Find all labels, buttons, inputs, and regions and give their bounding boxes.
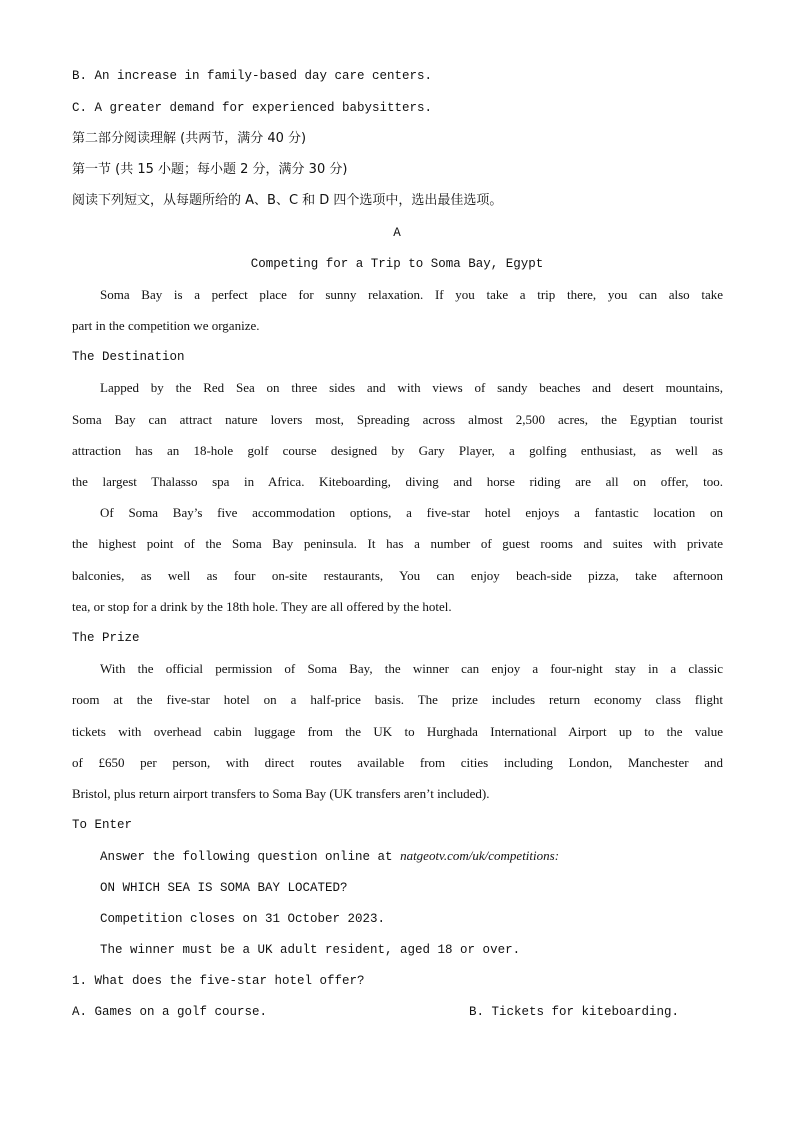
intro-line: part in the competition we organize.: [72, 318, 260, 333]
answer-instruction: [100, 846, 723, 866]
section-header: 第一节 (共 15 小题；每小题 2 分，满分 30 分): [72, 162, 348, 177]
prize-heading: The Prize: [72, 631, 140, 645]
question-options: [72, 1002, 752, 1022]
enter-heading: To Enter: [72, 818, 133, 832]
competition-question: ON WHICH SEA IS SOMA BAY LOCATED?: [100, 881, 348, 895]
prev-option-b: B. An increase in family-based day care centers.: [72, 69, 433, 83]
paragraph-line: balconies, as well as four on-site restaurants, You can enjoy beach-side pizza, take afternoon: [72, 568, 723, 583]
answer-prefix: Answer the following question online at: [100, 850, 401, 864]
eligibility: The winner must be a UK adult resident, aged 18 or over.: [100, 943, 521, 957]
part-header: 第二部分阅读理解 (共两节，满分 40 分): [72, 131, 307, 146]
option-a[interactable]: A. Games on a golf course.: [72, 1005, 268, 1019]
passage-title: Competing for a Trip to Soma Bay, Egypt: [250, 257, 544, 271]
paragraph-line: Soma Bay can attract nature lovers most, Spreading across almost 2,500 acres, the Egyptian tourist: [72, 412, 723, 427]
paragraph-line: Lapped by the Red Sea on three sides and with views of sandy beaches and desert mountains,: [100, 380, 723, 395]
prev-option-c: C. A greater demand for experienced babysitters.: [72, 101, 433, 115]
competition-url[interactable]: natgeotv.com/uk/competitions:: [400, 848, 560, 863]
paragraph-line: With the official permission of Soma Bay, the winner can enjoy a four-night stay in a classic: [100, 661, 723, 676]
instruction: 阅读下列短文，从每题所给的 A、B、C 和 D 四个选项中，选出最佳选项。: [72, 193, 503, 208]
paragraph-line: room at the five-star hotel on a half-price basis. The prize includes return economy class flight: [72, 692, 723, 707]
question-stem: 1. What does the five-star hotel offer?: [72, 974, 365, 988]
option-b[interactable]: B. Tickets for kiteboarding.: [469, 1005, 680, 1019]
paragraph-line: the highest point of the Soma Bay peninsula. It has a number of guest rooms and suites with private: [72, 536, 723, 551]
destination-heading: The Destination: [72, 350, 185, 364]
closing-date: Competition closes on 31 October 2023.: [100, 912, 386, 926]
paragraph-line: tickets with overhead cabin luggage from the UK to Hurghada International Airport up to the value: [72, 724, 723, 739]
intro-line: Soma Bay is a perfect place for sunny relaxation. If you take a trip there, you can also take: [100, 287, 723, 302]
paragraph-line: Of Soma Bay’s five accommodation options, a five-star hotel enjoys a fantastic location on: [100, 505, 723, 520]
paragraph-line: Bristol, plus return airport transfers to Soma Bay (UK transfers aren’t included).: [72, 786, 490, 801]
paragraph-line: the largest Thalasso spa in Africa. Kiteboarding, diving and horse riding are all on offer, too.: [72, 474, 723, 489]
passage-letter: A: [393, 226, 401, 240]
paragraph-line: attraction has an 18-hole golf course designed by Gary Player, a golfing enthusiast, as well as: [72, 443, 723, 458]
paragraph-line: of £650 per person, with direct routes available from cities including London, Manchester and: [72, 755, 723, 770]
paragraph-line: tea, or stop for a drink by the 18th hole. They are all offered by the hotel.: [72, 599, 452, 614]
